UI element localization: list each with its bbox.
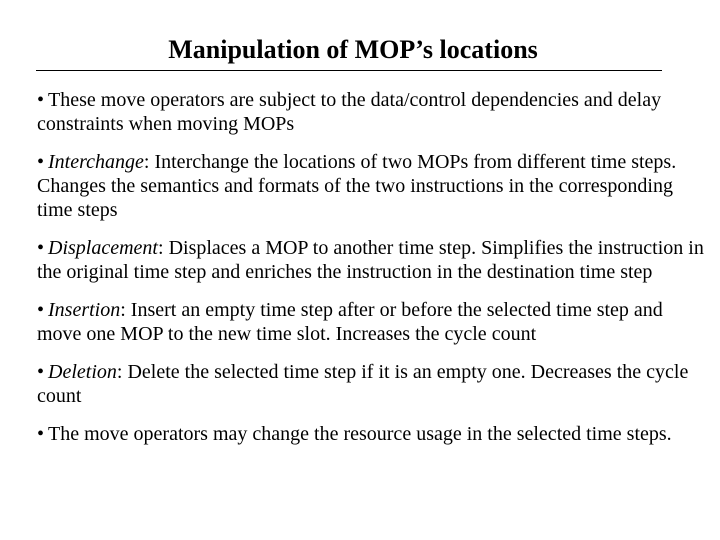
bullet-dot-icon: • bbox=[37, 89, 45, 111]
bullet-term: Displacement bbox=[48, 237, 158, 259]
bullet-text: Displaces a MOP to another time step. Simplifies the instruction in the original time step and enriches the instruction in the destination time step bbox=[37, 237, 704, 283]
bullet-list bbox=[37, 88, 709, 460]
bullet-text: Delete the selected time step if it is an empty one. Decreases the cycle count bbox=[37, 361, 689, 407]
bullet-dot-icon: • bbox=[37, 423, 45, 445]
bullet-term: Interchange bbox=[48, 151, 144, 173]
bullet-separator: : bbox=[120, 299, 126, 321]
bullet-item-deletion bbox=[37, 360, 709, 408]
bullet-text: The move operators may change the resource usage in the selected time steps. bbox=[48, 423, 672, 445]
bullet-item-resource-usage bbox=[37, 422, 709, 446]
bullet-item-constraints bbox=[37, 88, 709, 136]
bullet-dot-icon: • bbox=[37, 361, 45, 383]
bullet-dot-icon: • bbox=[37, 151, 45, 173]
bullet-text: These move operators are subject to the data/control dependencies and delay constraints when moving MOPs bbox=[37, 89, 662, 135]
bullet-item-displacement bbox=[37, 236, 709, 284]
bullet-term: Insertion bbox=[48, 299, 121, 321]
bullet-separator: : bbox=[158, 237, 164, 259]
bullet-item-insertion bbox=[37, 298, 709, 346]
slide-title: Manipulation of MOP’s locations bbox=[168, 35, 538, 64]
bullet-text: Interchange the locations of two MOPs from different time steps. Changes the semantics and formats of the two instructions in the corresponding time steps bbox=[37, 151, 677, 221]
bullet-term: Deletion bbox=[48, 361, 117, 383]
bullet-separator: : bbox=[143, 151, 150, 173]
bullet-text: Insert an empty time step after or before the selected time step and move one MOP to the new time slot. Increases the cycle count bbox=[37, 299, 663, 345]
bullet-dot-icon: • bbox=[37, 299, 45, 321]
title-divider bbox=[36, 70, 662, 71]
bullet-item-interchange bbox=[37, 150, 709, 222]
bullet-dot-icon: • bbox=[37, 237, 45, 259]
bullet-separator: : bbox=[116, 361, 123, 383]
